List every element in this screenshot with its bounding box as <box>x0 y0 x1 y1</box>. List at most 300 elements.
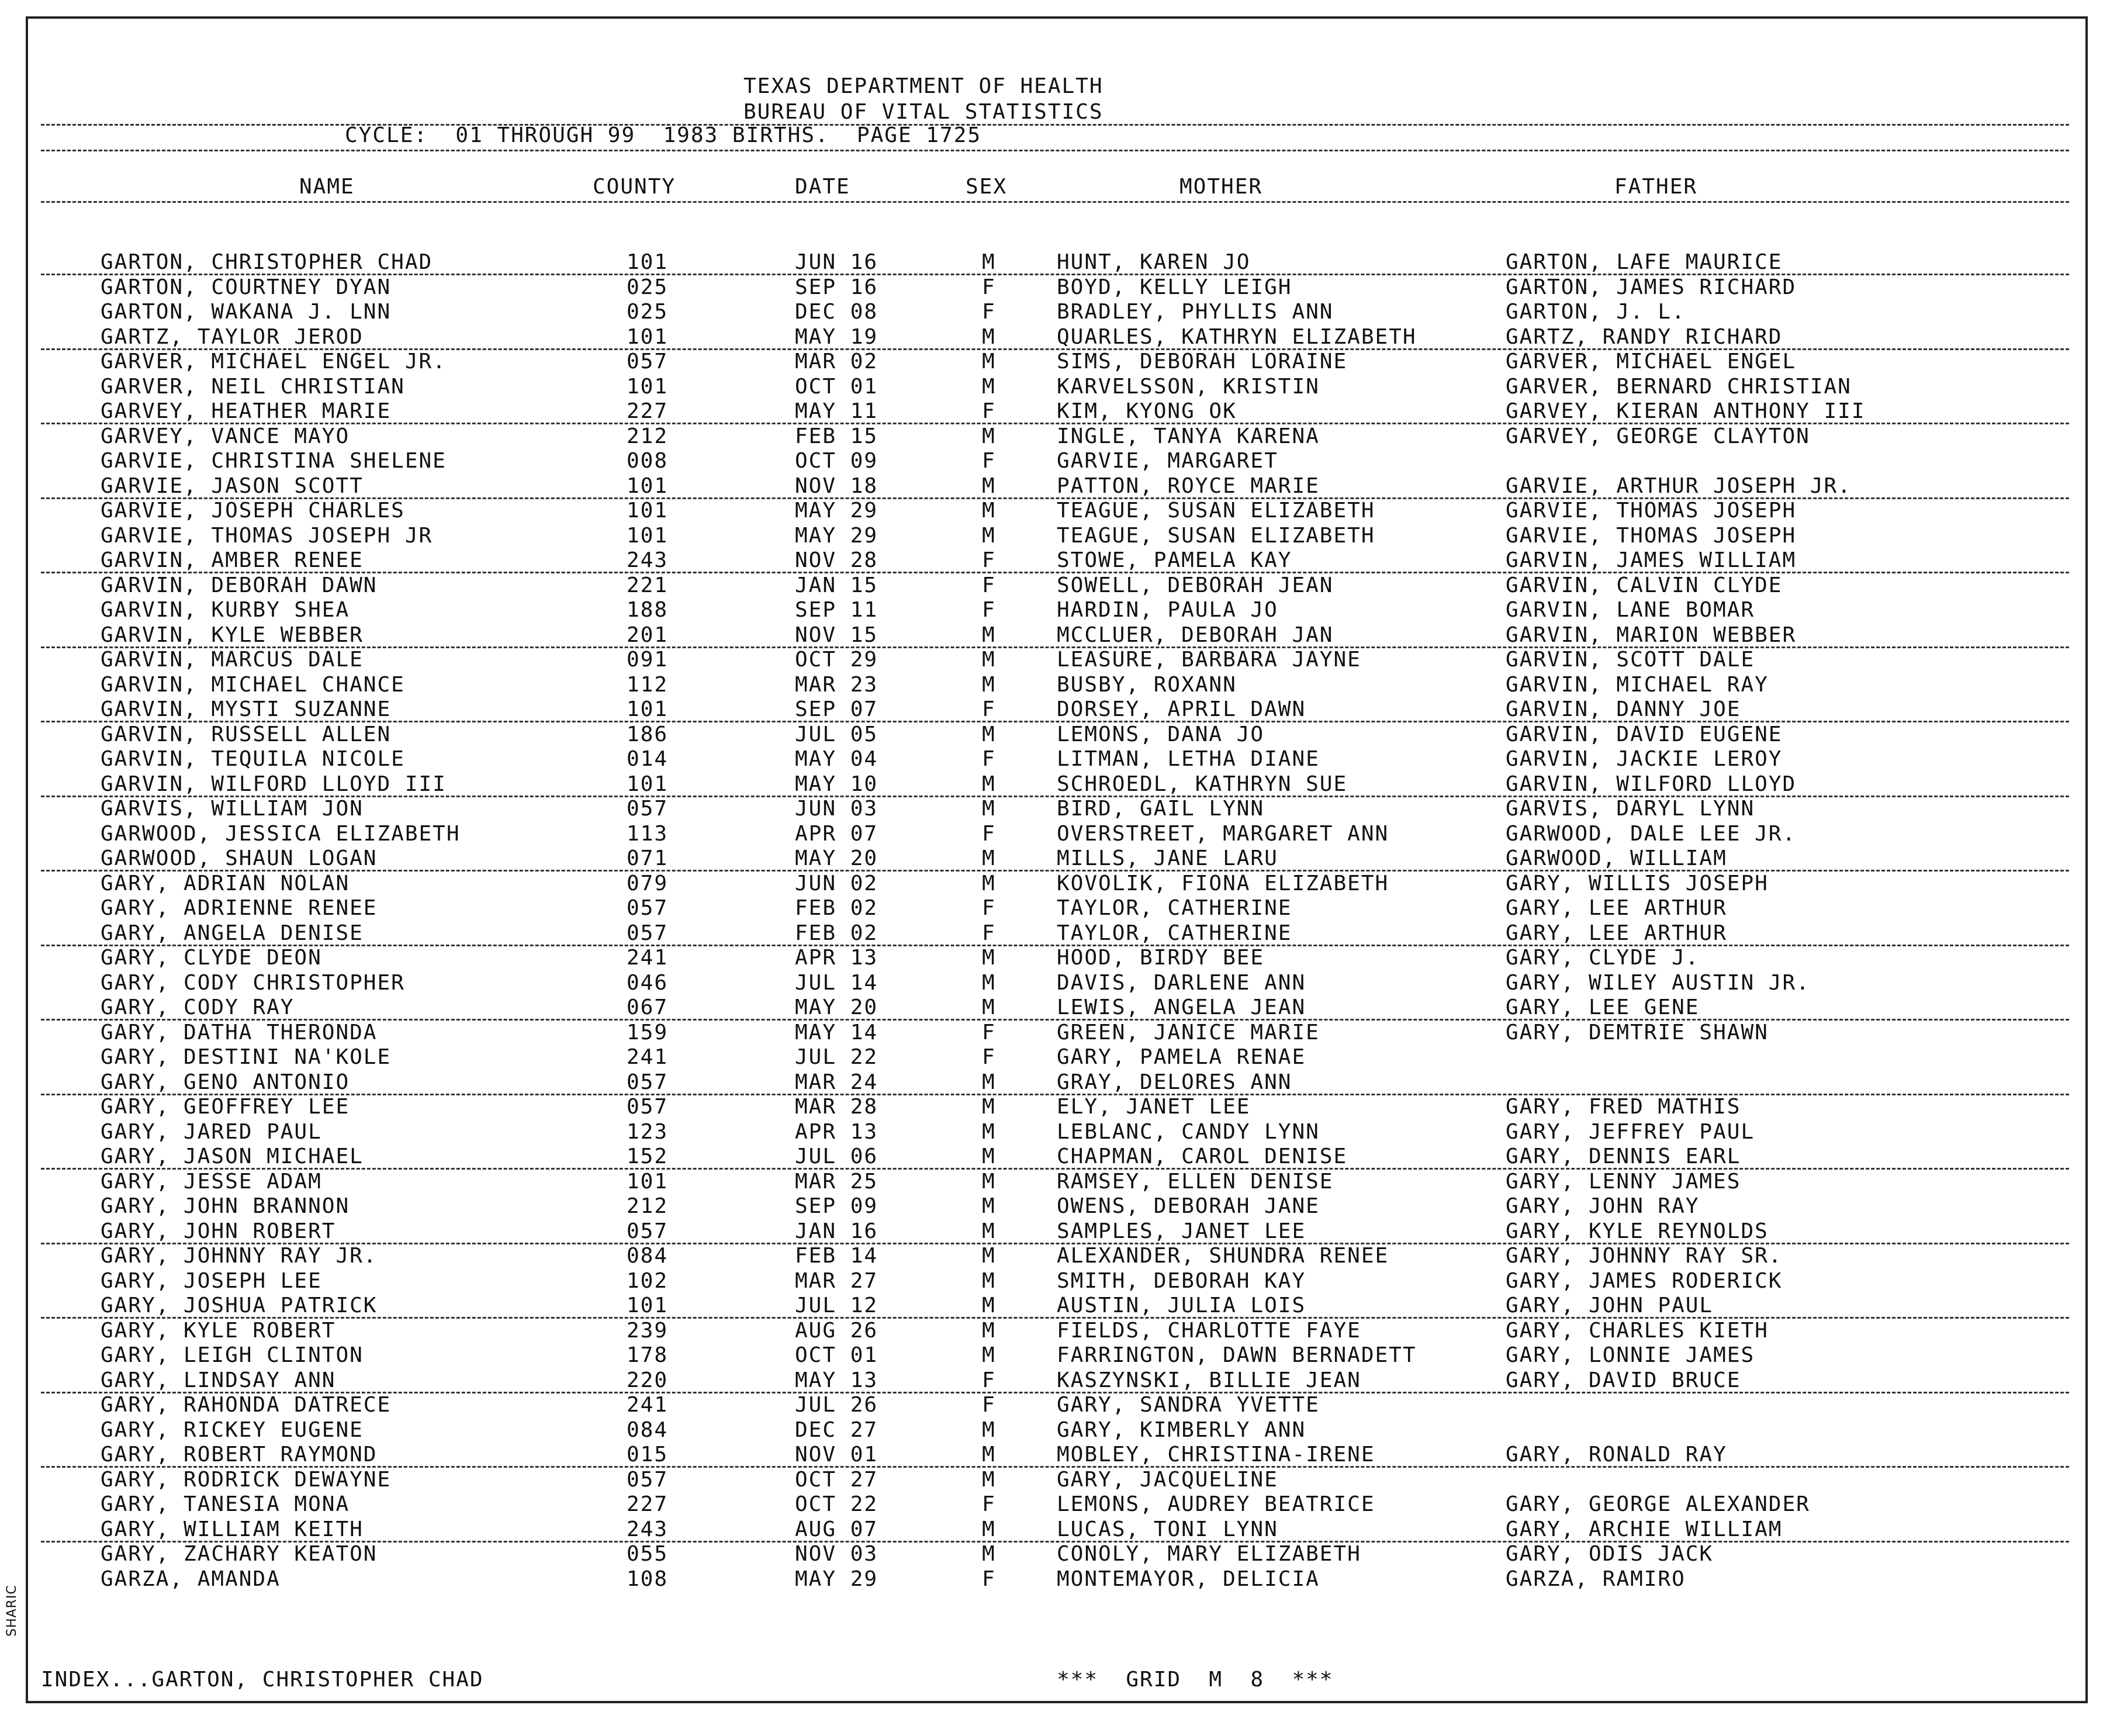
cell-sex: F <box>982 300 996 324</box>
table-row <box>0 350 2110 374</box>
table-row <box>0 474 2110 499</box>
cell-date: JUL 14 <box>795 970 878 995</box>
table-row <box>0 424 2110 449</box>
cell-father: GARY, CHARLES KIETH <box>1506 1318 1769 1343</box>
table-row <box>0 896 2110 921</box>
cell-name: GARVIN, TEQUILA NICOLE <box>101 747 405 771</box>
cell-county: 057 <box>627 1070 669 1094</box>
cell-mother: SMITH, DEBORAH KAY <box>1057 1268 1306 1293</box>
cell-father: GARVIS, DARYL LYNN <box>1506 797 1755 821</box>
cell-date: SEP 09 <box>795 1194 878 1218</box>
cell-county: 025 <box>627 275 669 299</box>
cell-mother: MCCLUER, DEBORAH JAN <box>1057 623 1334 647</box>
table-row <box>0 995 2110 1020</box>
cell-mother: GARY, JACQUELINE <box>1057 1467 1278 1492</box>
table-row <box>0 1343 2110 1368</box>
cell-name: GARY, GEOFFREY LEE <box>101 1095 350 1119</box>
cell-county: 057 <box>627 921 669 945</box>
cell-date: MAY 10 <box>795 772 878 796</box>
cell-father: GARY, LEE ARTHUR <box>1506 896 1727 920</box>
cell-name: GARVEY, HEATHER MARIE <box>101 399 392 423</box>
table-row <box>0 548 2110 573</box>
table-row <box>0 1045 2110 1070</box>
cell-county: 188 <box>627 598 669 622</box>
cell-name: GARTON, CHRISTOPHER CHAD <box>101 250 433 274</box>
cell-county: 057 <box>627 1219 669 1243</box>
cell-mother: CHAPMAN, CAROL DENISE <box>1057 1144 1348 1168</box>
cell-county: 212 <box>627 1194 669 1218</box>
table-row <box>0 499 2110 523</box>
cell-county: 014 <box>627 747 669 771</box>
table-row <box>0 1021 2110 1045</box>
cell-father: GARVIN, JAMES WILLIAM <box>1506 548 1797 572</box>
cell-mother: LITMAN, LETHA DIANE <box>1057 747 1320 771</box>
cell-sex: M <box>982 324 996 349</box>
cell-name: GARVIN, MARCUS DALE <box>101 648 364 672</box>
cell-name: GARVIE, JOSEPH CHARLES <box>101 499 405 523</box>
cell-date: MAY 20 <box>795 995 878 1019</box>
cell-father: GARVIN, MARION WEBBER <box>1506 623 1797 647</box>
table-row <box>0 1492 2110 1517</box>
cell-sex: M <box>982 1219 996 1243</box>
cell-father: GARVIE, THOMAS JOSEPH <box>1506 523 1797 548</box>
cell-sex: F <box>982 921 996 945</box>
table-row <box>0 1244 2110 1268</box>
cell-county: 057 <box>627 797 669 821</box>
cell-father: GARY, ARCHIE WILLIAM <box>1506 1517 1783 1541</box>
cell-date: OCT 01 <box>795 1343 878 1367</box>
cell-mother: OVERSTREET, MARGARET ANN <box>1057 821 1389 846</box>
table-row <box>0 648 2110 672</box>
cell-father: GARVIE, THOMAS JOSEPH <box>1506 499 1797 523</box>
cell-sex: F <box>982 747 996 771</box>
cell-sex: M <box>982 846 996 870</box>
cell-father: GARVIN, LANE BOMAR <box>1506 598 1755 622</box>
cell-mother: FARRINGTON, DAWN BERNADETT <box>1057 1343 1417 1367</box>
cell-name: GARY, RODRICK DEWAYNE <box>101 1467 392 1492</box>
cell-date: FEB 15 <box>795 424 878 448</box>
header-cycle: CYCLE: 01 THROUGH 99 1983 BIRTHS. PAGE 1725 <box>345 123 981 147</box>
cell-county: 241 <box>627 946 669 970</box>
cell-mother: STOWE, PAMELA KAY <box>1057 548 1292 572</box>
cell-father: GARY, KYLE REYNOLDS <box>1506 1219 1769 1243</box>
cell-date: AUG 26 <box>795 1318 878 1343</box>
table-row <box>0 1319 2110 1343</box>
cell-name: GARVIN, DEBORAH DAWN <box>101 573 378 597</box>
cell-sex: F <box>982 1368 996 1392</box>
cell-sex: F <box>982 1492 996 1516</box>
cell-county: 243 <box>627 1517 669 1541</box>
cell-name: GARWOOD, JESSICA ELIZABETH <box>101 821 461 846</box>
cell-date: JUL 05 <box>795 722 878 746</box>
cell-county: 084 <box>627 1417 669 1442</box>
cell-sex: F <box>982 573 996 597</box>
cell-sex: M <box>982 374 996 399</box>
cell-name: GARVER, MICHAEL ENGEL JR. <box>101 350 447 374</box>
cell-mother: LEASURE, BARBARA JAYNE <box>1057 648 1361 672</box>
cell-mother: GARY, PAMELA RENAE <box>1057 1045 1306 1069</box>
cell-sex: M <box>982 1294 996 1317</box>
cell-name: GARY, CODY CHRISTOPHER <box>101 970 405 995</box>
cell-county: 101 <box>627 250 669 274</box>
column-header-sex: SEX <box>966 175 1008 199</box>
cell-county: 101 <box>627 324 669 349</box>
table-row <box>0 1070 2110 1095</box>
cell-mother: ALEXANDER, SHUNDRA RENEE <box>1057 1244 1389 1268</box>
cell-county: 071 <box>627 846 669 870</box>
cell-mother: TEAGUE, SUSAN ELIZABETH <box>1057 499 1375 523</box>
cell-sex: M <box>982 499 996 523</box>
cell-father: GARY, GEORGE ALEXANDER <box>1506 1492 1810 1516</box>
footer-index: INDEX...GARTON, CHRISTOPHER CHAD <box>41 1668 484 1692</box>
table-row <box>0 598 2110 623</box>
table-row <box>0 449 2110 473</box>
cell-date: NOV 18 <box>795 473 878 498</box>
cell-date: OCT 22 <box>795 1492 878 1516</box>
cell-sex: M <box>982 1343 996 1367</box>
header-agency: TEXAS DEPARTMENT OF HEALTH <box>743 74 1104 98</box>
cell-mother: GREEN, JANICE MARIE <box>1057 1020 1320 1045</box>
cell-father: GARTZ, RANDY RICHARD <box>1506 324 1783 349</box>
cell-sex: M <box>982 946 996 970</box>
cell-mother: TEAGUE, SUSAN ELIZABETH <box>1057 523 1375 548</box>
cell-father: GARY, CLYDE J. <box>1506 946 1700 970</box>
cell-mother: PATTON, ROYCE MARIE <box>1057 473 1320 498</box>
cell-name: GARVEY, VANCE MAYO <box>101 424 350 448</box>
cell-sex: M <box>982 672 996 697</box>
cell-sex: M <box>982 1417 996 1442</box>
cell-mother: INGLE, TANYA KARENA <box>1057 424 1320 448</box>
table-row <box>0 623 2110 648</box>
cell-date: MAR 25 <box>795 1169 878 1194</box>
column-header-name: NAME <box>299 175 355 199</box>
table-row <box>0 797 2110 821</box>
cell-mother: DAVIS, DARLENE ANN <box>1057 970 1306 995</box>
cell-date: MAR 28 <box>795 1095 878 1119</box>
side-label: SHARIC <box>5 1585 19 1637</box>
cell-mother: TAYLOR, CATHERINE <box>1057 921 1292 945</box>
cell-name: GARTZ, TAYLOR JEROD <box>101 324 364 349</box>
cell-father: GARY, JEFFREY PAUL <box>1506 1119 1755 1144</box>
cell-name: GARY, JARED PAUL <box>101 1119 322 1144</box>
cell-father: GARWOOD, WILLIAM <box>1506 846 1727 870</box>
cell-county: 057 <box>627 1095 669 1119</box>
cell-father: GARY, LENNY JAMES <box>1506 1169 1741 1194</box>
cell-county: 243 <box>627 548 669 572</box>
cell-mother: BRADLEY, PHYLLIS ANN <box>1057 300 1334 324</box>
cell-name: GARY, LINDSAY ANN <box>101 1368 336 1392</box>
cell-father: GARY, DENNIS EARL <box>1506 1144 1741 1168</box>
cell-sex: M <box>982 424 996 448</box>
cell-father: GARY, JOHNNY RAY SR. <box>1506 1244 1783 1268</box>
cell-father: GARVIN, SCOTT DALE <box>1506 648 1755 672</box>
cell-county: 201 <box>627 623 669 647</box>
cell-date: NOV 15 <box>795 623 878 647</box>
cell-name: GARY, ZACHARY KEATON <box>101 1542 378 1566</box>
cell-county: 227 <box>627 1492 669 1516</box>
cell-date: MAY 04 <box>795 747 878 771</box>
cell-sex: F <box>982 598 996 622</box>
cell-date: SEP 16 <box>795 275 878 299</box>
cell-name: GARTON, WAKANA J. LNN <box>101 300 392 324</box>
cell-name: GARTON, COURTNEY DYAN <box>101 275 392 299</box>
cell-sex: M <box>982 1144 996 1168</box>
cell-sex: M <box>982 797 996 821</box>
cell-date: MAR 23 <box>795 672 878 697</box>
cell-father: GARY, LEE GENE <box>1506 995 1700 1019</box>
table-row <box>0 722 2110 747</box>
cell-date: OCT 01 <box>795 374 878 399</box>
cell-date: NOV 03 <box>795 1542 878 1566</box>
table-row <box>0 1120 2110 1144</box>
table-row <box>0 1194 2110 1219</box>
cell-date: MAY 11 <box>795 399 878 423</box>
cell-county: 008 <box>627 449 669 473</box>
cell-date: SEP 07 <box>795 697 878 721</box>
cell-sex: M <box>982 1542 996 1566</box>
cell-county: 220 <box>627 1368 669 1392</box>
table-row <box>0 1443 2110 1467</box>
cell-county: 046 <box>627 970 669 995</box>
cell-father: GARTON, JAMES RICHARD <box>1506 275 1797 299</box>
cell-name: GARY, CODY RAY <box>101 995 295 1019</box>
column-header-divider <box>41 201 2069 203</box>
cell-name: GARY, ROBERT RAYMOND <box>101 1443 378 1467</box>
cell-county: 101 <box>627 374 669 399</box>
cell-date: AUG 07 <box>795 1517 878 1541</box>
cell-county: 057 <box>627 1467 669 1492</box>
cell-date: MAR 02 <box>795 350 878 374</box>
cell-mother: HUNT, KAREN JO <box>1057 250 1251 274</box>
cell-sex: M <box>982 350 996 374</box>
cell-mother: BUSBY, ROXANN <box>1057 672 1237 697</box>
cell-date: MAY 20 <box>795 846 878 870</box>
cell-father: GARVER, MICHAEL ENGEL <box>1506 350 1797 374</box>
cell-county: 025 <box>627 300 669 324</box>
cell-date: JUN 16 <box>795 250 878 274</box>
cell-date: JAN 16 <box>795 1219 878 1243</box>
cell-sex: M <box>982 1070 996 1094</box>
cell-sex: M <box>982 523 996 548</box>
cell-county: 113 <box>627 821 669 846</box>
cell-mother: LEMONS, DANA JO <box>1057 722 1265 746</box>
cell-sex: M <box>982 1268 996 1293</box>
cell-father: GARVIN, CALVIN CLYDE <box>1506 573 1783 597</box>
cell-name: GARY, RICKEY EUGENE <box>101 1417 364 1442</box>
cell-mother: MONTEMAYOR, DELICIA <box>1057 1566 1320 1591</box>
cell-mother: GARY, KIMBERLY ANN <box>1057 1417 1306 1442</box>
cell-mother: LUCAS, TONI LYNN <box>1057 1517 1278 1541</box>
cell-name: GARY, TANESIA MONA <box>101 1492 350 1516</box>
header-divider <box>41 150 2069 151</box>
cell-sex: M <box>982 970 996 995</box>
cell-sex: M <box>982 1119 996 1144</box>
cell-mother: TAYLOR, CATHERINE <box>1057 896 1292 920</box>
table-row <box>0 822 2110 846</box>
cell-county: 241 <box>627 1393 669 1417</box>
cell-mother: BIRD, GAIL LYNN <box>1057 797 1265 821</box>
cell-name: GARVIN, WILFORD LLOYD III <box>101 772 447 796</box>
table-row <box>0 971 2110 995</box>
cell-name: GARY, KYLE ROBERT <box>101 1318 336 1343</box>
cell-name: GARY, JOHN BRANNON <box>101 1194 350 1218</box>
cell-father: GARVER, BERNARD CHRISTIAN <box>1506 374 1852 399</box>
cell-name: GARY, JOHN ROBERT <box>101 1219 336 1243</box>
cell-county: 221 <box>627 573 669 597</box>
cell-sex: M <box>982 871 996 895</box>
cell-mother: HARDIN, PAULA JO <box>1057 598 1278 622</box>
table-row <box>0 275 2110 300</box>
cell-sex: M <box>982 1467 996 1492</box>
cell-date: JUN 03 <box>795 797 878 821</box>
table-row <box>0 1144 2110 1169</box>
cell-name: GARVIS, WILLIAM JON <box>101 797 364 821</box>
cell-date: MAY 29 <box>795 1566 878 1591</box>
cell-sex: M <box>982 722 996 746</box>
cell-county: 178 <box>627 1343 669 1367</box>
cell-name: GARVIN, AMBER RENEE <box>101 548 364 572</box>
cell-name: GARY, DATHA THERONDA <box>101 1020 378 1045</box>
cell-sex: M <box>982 623 996 647</box>
cell-county: 241 <box>627 1045 669 1069</box>
cell-county: 101 <box>627 473 669 498</box>
table-row <box>0 946 2110 970</box>
cell-father: GARY, RONALD RAY <box>1506 1443 1727 1467</box>
cell-mother: LEMONS, AUDREY BEATRICE <box>1057 1492 1375 1516</box>
cell-mother: OWENS, DEBORAH JANE <box>1057 1194 1320 1218</box>
table-row <box>0 300 2110 324</box>
cell-father: GARY, LEE ARTHUR <box>1506 921 1727 945</box>
cell-name: GARY, ADRIENNE RENEE <box>101 896 378 920</box>
cell-sex: M <box>982 1318 996 1343</box>
cell-name: GARY, GENO ANTONIO <box>101 1070 350 1094</box>
cell-mother: GRAY, DELORES ANN <box>1057 1070 1292 1094</box>
cell-mother: LEWIS, ANGELA JEAN <box>1057 995 1306 1019</box>
cell-father: GARY, JOHN RAY <box>1506 1194 1700 1218</box>
cell-date: MAY 29 <box>795 499 878 523</box>
cell-mother: MOBLEY, CHRISTINA-IRENE <box>1057 1443 1375 1467</box>
cell-father: GARZA, RAMIRO <box>1506 1566 1686 1591</box>
cell-father: GARY, WILLIS JOSEPH <box>1506 871 1769 895</box>
footer-grid: *** GRID M 8 *** <box>1057 1668 1334 1692</box>
cell-sex: F <box>982 449 996 473</box>
cell-father: GARY, JOHN PAUL <box>1506 1294 1714 1317</box>
table-row <box>0 325 2110 350</box>
table-row <box>0 1393 2110 1417</box>
cell-mother: SOWELL, DEBORAH JEAN <box>1057 573 1334 597</box>
cell-county: 186 <box>627 722 669 746</box>
table-row <box>0 1219 2110 1244</box>
cell-county: 227 <box>627 399 669 423</box>
column-header-county: COUNTY <box>593 175 676 199</box>
cell-mother: RAMSEY, ELLEN DENISE <box>1057 1169 1334 1194</box>
cell-father: GARVIN, WILFORD LLOYD <box>1506 772 1797 796</box>
table-row <box>0 1294 2110 1318</box>
cell-name: GARVIN, KYLE WEBBER <box>101 623 364 647</box>
table-row <box>0 846 2110 871</box>
cell-father: GARVEY, KIERAN ANTHONY III <box>1506 399 1866 423</box>
cell-name: GARVIN, MYSTI SUZANNE <box>101 697 392 721</box>
cell-date: JAN 15 <box>795 573 878 597</box>
cell-mother: SCHROEDL, KATHRYN SUE <box>1057 772 1348 796</box>
cell-sex: M <box>982 1244 996 1268</box>
cell-name: GARVIE, THOMAS JOSEPH JR <box>101 523 433 548</box>
cell-father: GARTON, J. L. <box>1506 300 1686 324</box>
cell-date: JUL 06 <box>795 1144 878 1168</box>
cell-name: GARY, CLYDE DEON <box>101 946 322 970</box>
table-row <box>0 1170 2110 1194</box>
cell-date: OCT 27 <box>795 1467 878 1492</box>
cell-date: SEP 11 <box>795 598 878 622</box>
cell-sex: F <box>982 697 996 721</box>
cell-mother: KIM, KYONG OK <box>1057 399 1237 423</box>
cell-name: GARY, WILLIAM KEITH <box>101 1517 364 1541</box>
cell-mother: BOYD, KELLY LEIGH <box>1057 275 1292 299</box>
table-row <box>0 1517 2110 1542</box>
cell-mother: GARY, SANDRA YVETTE <box>1057 1393 1320 1417</box>
cell-father: GARY, WILEY AUSTIN JR. <box>1506 970 1810 995</box>
cell-county: 101 <box>627 499 669 523</box>
cell-name: GARVIN, RUSSELL ALLEN <box>101 722 392 746</box>
table-row <box>0 250 2110 275</box>
cell-father: GARVIN, JACKIE LEROY <box>1506 747 1783 771</box>
cell-county: 101 <box>627 697 669 721</box>
cell-date: DEC 27 <box>795 1417 878 1442</box>
cell-date: JUL 22 <box>795 1045 878 1069</box>
cell-sex: F <box>982 1045 996 1069</box>
cell-sex: M <box>982 473 996 498</box>
cell-father: GARY, FRED MATHIS <box>1506 1095 1741 1119</box>
cell-father: GARTON, LAFE MAURICE <box>1506 250 1783 274</box>
cell-date: MAY 13 <box>795 1368 878 1392</box>
cell-county: 084 <box>627 1244 669 1268</box>
cell-father: GARWOOD, DALE LEE JR. <box>1506 821 1797 846</box>
cell-name: GARY, JASON MICHAEL <box>101 1144 364 1168</box>
cell-date: MAR 24 <box>795 1070 878 1094</box>
cell-sex: M <box>982 648 996 672</box>
table-row <box>0 573 2110 598</box>
cell-county: 239 <box>627 1318 669 1343</box>
table-row <box>0 1542 2110 1566</box>
cell-father: GARVIN, DAVID EUGENE <box>1506 722 1783 746</box>
cell-mother: LEBLANC, CANDY LYNN <box>1057 1119 1320 1144</box>
cell-sex: F <box>982 399 996 423</box>
cell-county: 101 <box>627 1294 669 1317</box>
cell-date: MAR 27 <box>795 1268 878 1293</box>
cell-name: GARVER, NEIL CHRISTIAN <box>101 374 405 399</box>
cell-date: DEC 08 <box>795 300 878 324</box>
cell-county: 101 <box>627 1169 669 1194</box>
cell-sex: F <box>982 548 996 572</box>
cell-mother: AUSTIN, JULIA LOIS <box>1057 1294 1306 1317</box>
header-bureau: BUREAU OF VITAL STATISTICS <box>743 100 1104 124</box>
cell-sex: F <box>982 1020 996 1045</box>
cell-name: GARWOOD, SHAUN LOGAN <box>101 846 378 870</box>
cell-sex: F <box>982 1566 996 1591</box>
cell-father: GARVIE, ARTHUR JOSEPH JR. <box>1506 473 1852 498</box>
cell-county: 123 <box>627 1119 669 1144</box>
table-row <box>0 772 2110 797</box>
cell-date: JUL 26 <box>795 1393 878 1417</box>
cell-date: NOV 28 <box>795 548 878 572</box>
cell-sex: F <box>982 275 996 299</box>
cell-sex: M <box>982 1517 996 1541</box>
table-row <box>0 1269 2110 1294</box>
cell-sex: F <box>982 1393 996 1417</box>
table-row <box>0 747 2110 772</box>
cell-date: OCT 09 <box>795 449 878 473</box>
cell-sex: M <box>982 1194 996 1218</box>
